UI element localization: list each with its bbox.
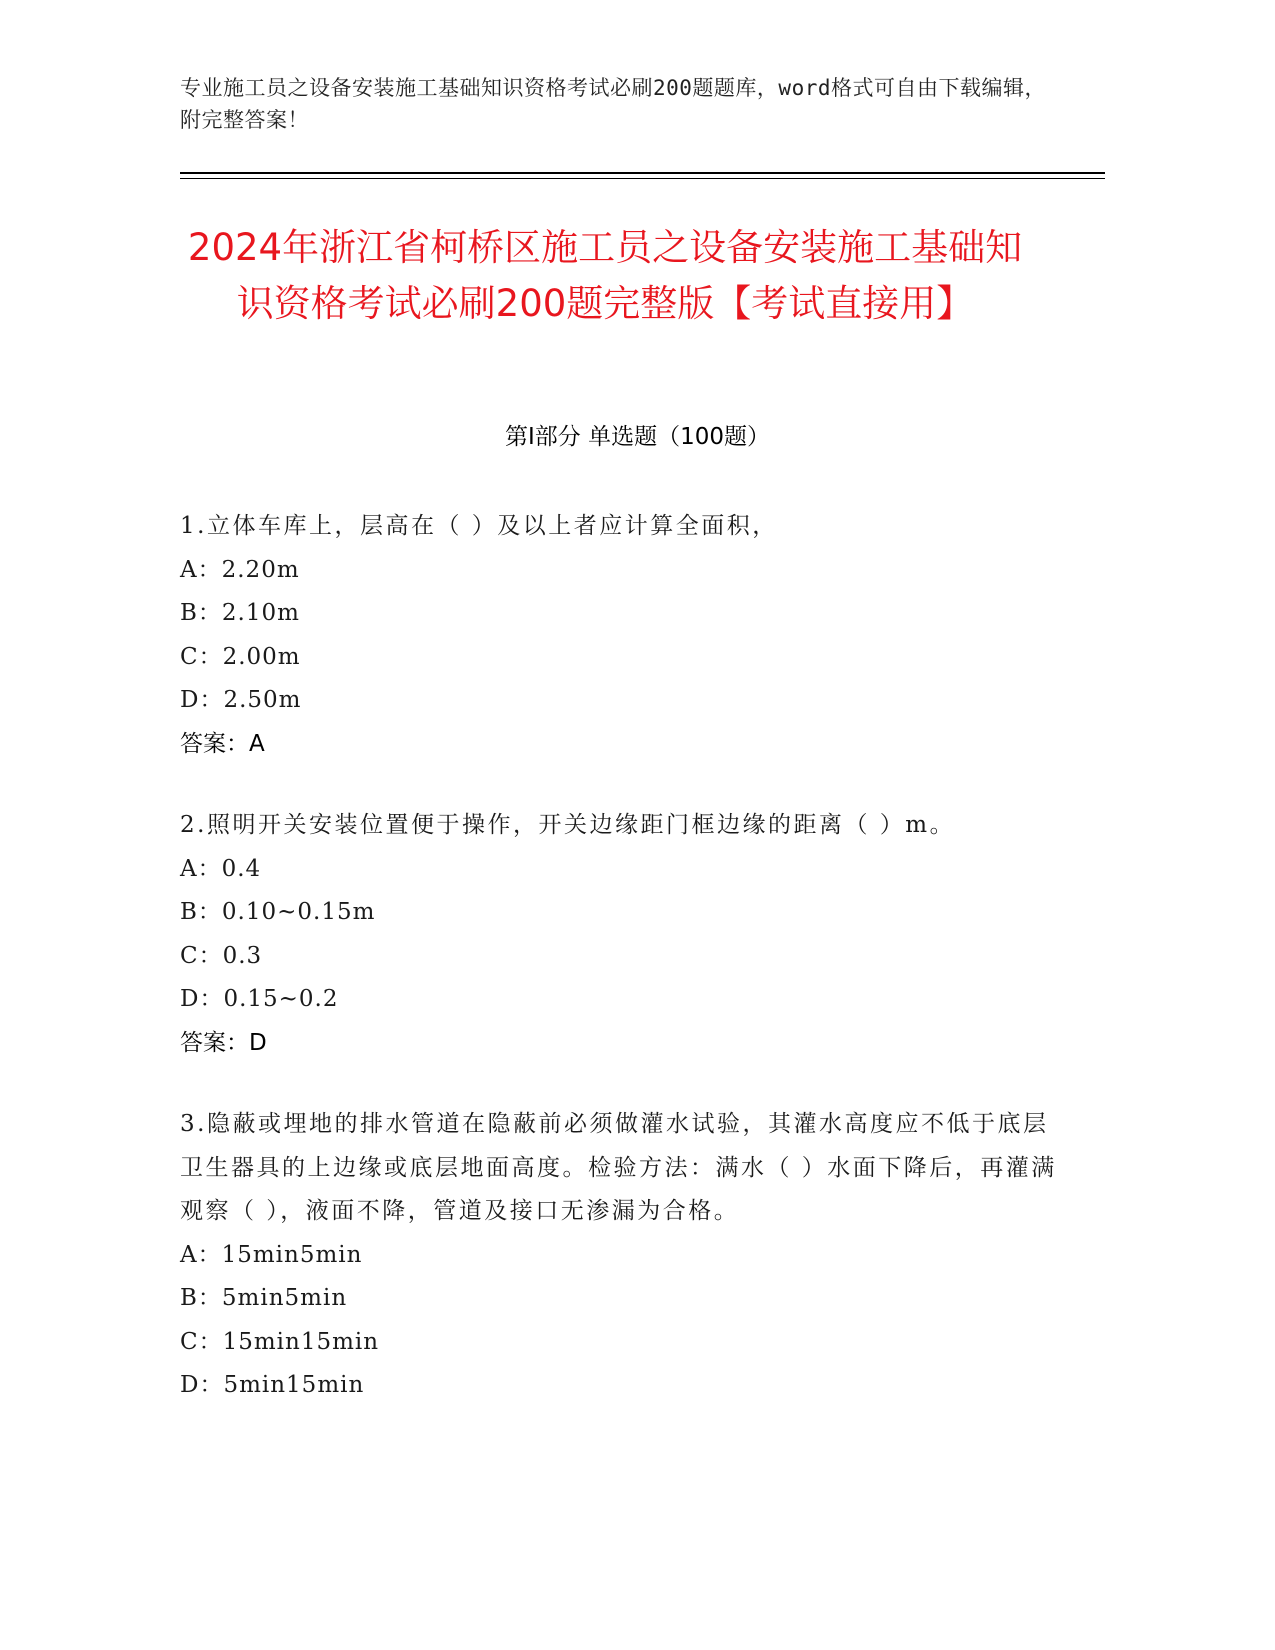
option-b: B：0.10~0.15m [180,899,376,925]
option-c: C：2.00m [180,643,301,670]
option-a: A：15min5min [180,1241,363,1268]
document-title: 2024年浙江省柯桥区施工员之设备安装施工基础知识资格考试必刷200题完整版【考试直接用】 [187,226,1023,325]
section-title: 第I部分 单选题（100题） [505,424,770,450]
option-d: D：5min15min [180,1372,365,1398]
question-1 [180,505,1060,766]
question-list [180,505,1060,1446]
question-stem: 1.立体车库上，层高在（ ）及以上者应计算全面积， [180,513,778,539]
header-rule-thick [180,172,1105,174]
option-b: B：2.10m [180,600,300,626]
option-a: A：0.4 [180,855,262,882]
question-2 [180,804,1060,1065]
option-b: B：5min5min [180,1285,348,1311]
question-stem: 3.隐蔽或埋地的排水管道在隐蔽前必须做灌水试验，其灌水高度应不低于底层卫生器具的上边缘或底层地面高度。检验方法：满水（ ）水面下降后，再灌满观察（ ），液面不降，管道及接口无渗漏为合格。 [180,1111,1057,1224]
option-c: C：0.3 [180,942,263,969]
answer: 答案：A [180,730,265,757]
option-c: C：15min15min [180,1328,380,1355]
question-3 [180,1103,1060,1408]
option-d: D：2.50m [180,687,302,713]
answer: 答案：D [180,1029,267,1056]
header-rule-thin [180,178,1105,179]
option-a: A：2.20m [180,556,300,583]
header-note: 专业施工员之设备安装施工基础知识资格考试必刷200题题库，word格式可自由下载编辑，附完整答案！ [180,76,1046,132]
option-d: D：0.15~0.2 [180,986,339,1012]
question-stem: 2.照明开关安装位置便于操作，开关边缘距门框边缘的距离（ ）m。 [180,812,956,838]
